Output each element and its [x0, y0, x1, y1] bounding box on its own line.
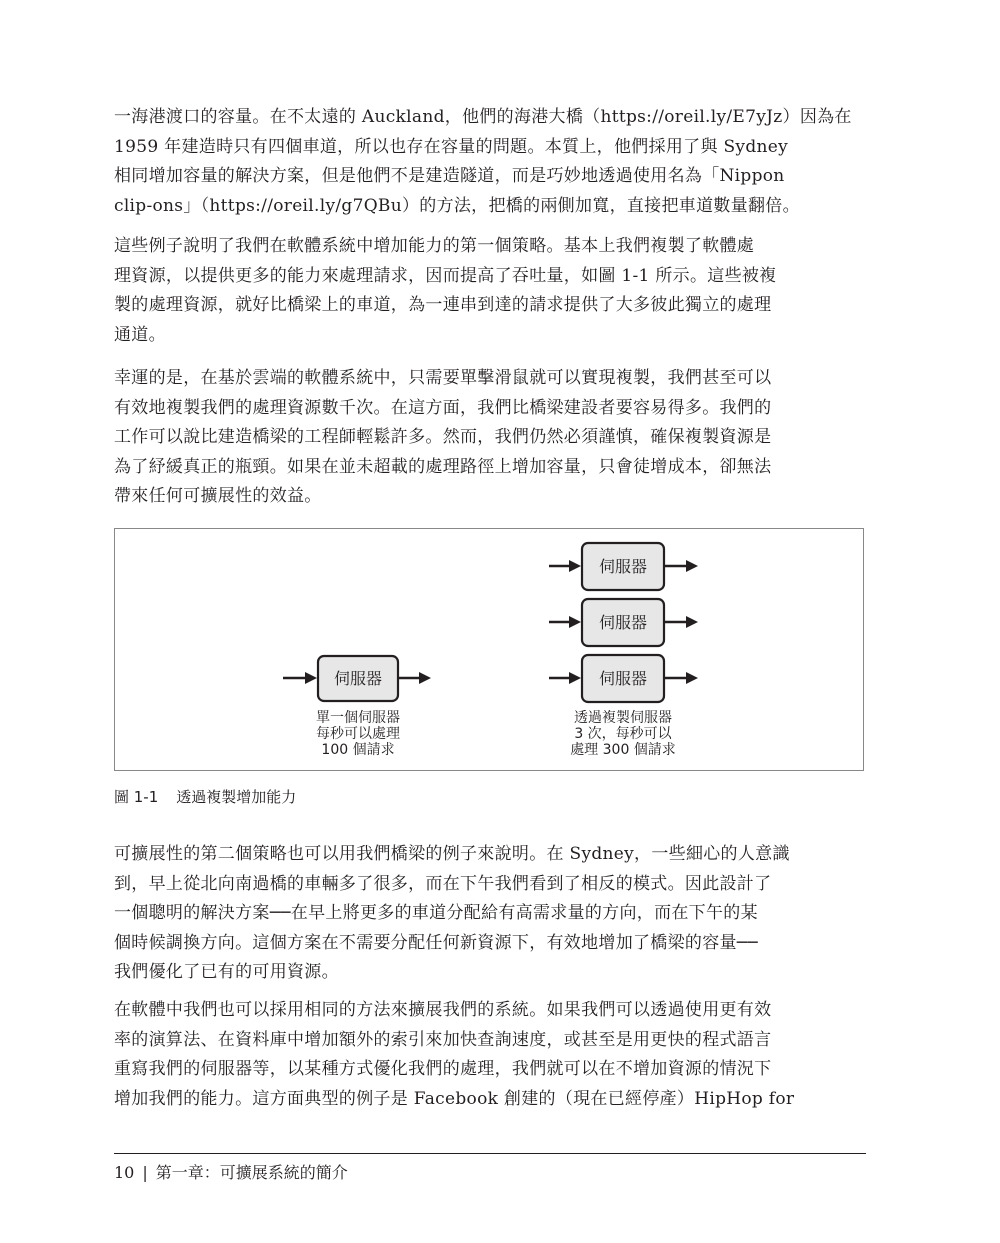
text-line: 通道。 [114, 324, 166, 345]
input-arrow-head [569, 616, 581, 628]
caption-line: 透過複製伺服器 [574, 710, 672, 726]
text-line: 可擴展性的第二個策略也可以用我們橋梁的例子來說明。在 Sydney，一些細心的人意識 [114, 844, 790, 864]
figure-number: 圖 1-1 [114, 788, 159, 806]
output-arrow-head [686, 672, 698, 684]
caption-line: 3 次，每秒可以 [574, 726, 672, 742]
page-number: 10 [114, 1163, 135, 1182]
caption-line: 處理 300 個請求 [570, 742, 676, 758]
text-line: 為了紓緩真正的瓶頸。如果在並未超載的處理路徑上增加容量，只會徒增成本，卻無法 [114, 456, 772, 477]
text-line: 我們優化了已有的可用資源。 [114, 962, 339, 982]
server-label: 伺服器 [333, 669, 383, 688]
text-line: 增加我們的能力。這方面典型的例子是 Facebook 創建的（現在已經停產）HipHop for [114, 1088, 795, 1109]
server-label: 伺服器 [598, 557, 648, 576]
caption-line: 單一個伺服器 [316, 710, 400, 726]
chapter-title: 第一章：可擴展系統的簡介 [155, 1163, 348, 1182]
input-arrow-head [569, 560, 581, 572]
paragraph-2 [114, 232, 866, 350]
text-line: 工作可以說比建造橋梁的工程師輕鬆許多。然而，我們仍然必須謹慎，確保複製資源是 [114, 427, 772, 447]
output-arrow-head [686, 616, 698, 628]
text-line: 理資源，以提供更多的能力來處理請求，因而提高了吞吐量，如圖 1-1 所示。這些被複 [114, 265, 777, 286]
footer-separator: | [142, 1163, 148, 1182]
replicated-server-3 [549, 655, 698, 758]
text-line: 到，早上從北向南過橋的車輛多了很多，而在下午我們看到了相反的模式。因此設計了 [114, 873, 772, 894]
paragraph-1 [114, 103, 866, 221]
text-line: 在軟體中我們也可以採用相同的方法來擴展我們的系統。如果我們可以透過使用更有效 [114, 1000, 772, 1020]
text-line: 幸運的是，在基於雲端的軟體系統中，只需要單擊滑鼠就可以實現複製，我們甚至可以 [114, 368, 772, 388]
paragraph-4 [114, 840, 866, 988]
input-arrow-head [569, 672, 581, 684]
figure-title: 透過複製增加能力 [176, 788, 297, 806]
text-line: 率的演算法、在資料庫中增加額外的索引來加快查詢速度，或甚至是用更快的程式語言 [114, 1029, 772, 1050]
footer-divider [114, 1153, 866, 1154]
server-label: 伺服器 [598, 669, 648, 688]
text-line: clip-ons」（https://oreil.ly/g7QBu）的方法，把橋的兩側加寬，直接把車道數量翻倍。 [114, 195, 800, 216]
text-line: 一海港渡口的容量。在不太遠的 Auckland，他們的海港大橋（https://oreil.ly/E7yJz）因為在 [114, 107, 852, 127]
output-arrow-head [419, 672, 431, 684]
figure-caption [114, 786, 296, 807]
figure-diagram [114, 528, 864, 771]
single-server-group [283, 656, 431, 758]
server-label: 伺服器 [598, 613, 648, 632]
replicated-server-1 [549, 543, 698, 590]
text-line: 帶來任何可擴展性的效益。 [114, 486, 322, 506]
paragraph-5 [114, 996, 866, 1114]
text-line: 這些例子說明了我們在軟體系統中增加能力的第一個策略。基本上我們複製了軟體處 [114, 236, 755, 256]
replicated-server-2 [549, 599, 698, 646]
text-line: 相同增加容量的解決方案，但是他們不是建造隧道，而是巧妙地透過使用名為「Nippon [114, 166, 785, 186]
text-line: 製的處理資源，就好比橋梁上的車道，為一連串到達的請求提供了大多彼此獨立的處理 [114, 295, 772, 315]
text-line: 1959 年建造時只有四個車道，所以也存在容量的問題。本質上，他們採用了與 Sydney [114, 136, 789, 157]
text-line: 個時候調換方向。這個方案在不需要分配任何新資源下，有效地增加了橋梁的容量── [114, 932, 758, 953]
text-line: 有效地複製我們的處理資源數千次。在這方面，我們比橋梁建設者要容易得多。我們的 [114, 397, 772, 418]
caption-line: 每秒可以處理 [316, 726, 400, 742]
text-line: 重寫我們的伺服器等，以某種方式優化我們的處理，我們就可以在不增加資源的情況下 [114, 1059, 772, 1079]
server-replication-diagram [115, 529, 865, 772]
output-arrow-head [686, 560, 698, 572]
text-line: 一個聰明的解決方案──在早上將更多的車道分配給有高需求量的方向，而在下午的某 [114, 903, 758, 923]
page-footer [114, 1160, 348, 1183]
input-arrow-head [305, 672, 317, 684]
paragraph-3 [114, 364, 866, 512]
caption-line: 100 個請求 [321, 742, 395, 758]
